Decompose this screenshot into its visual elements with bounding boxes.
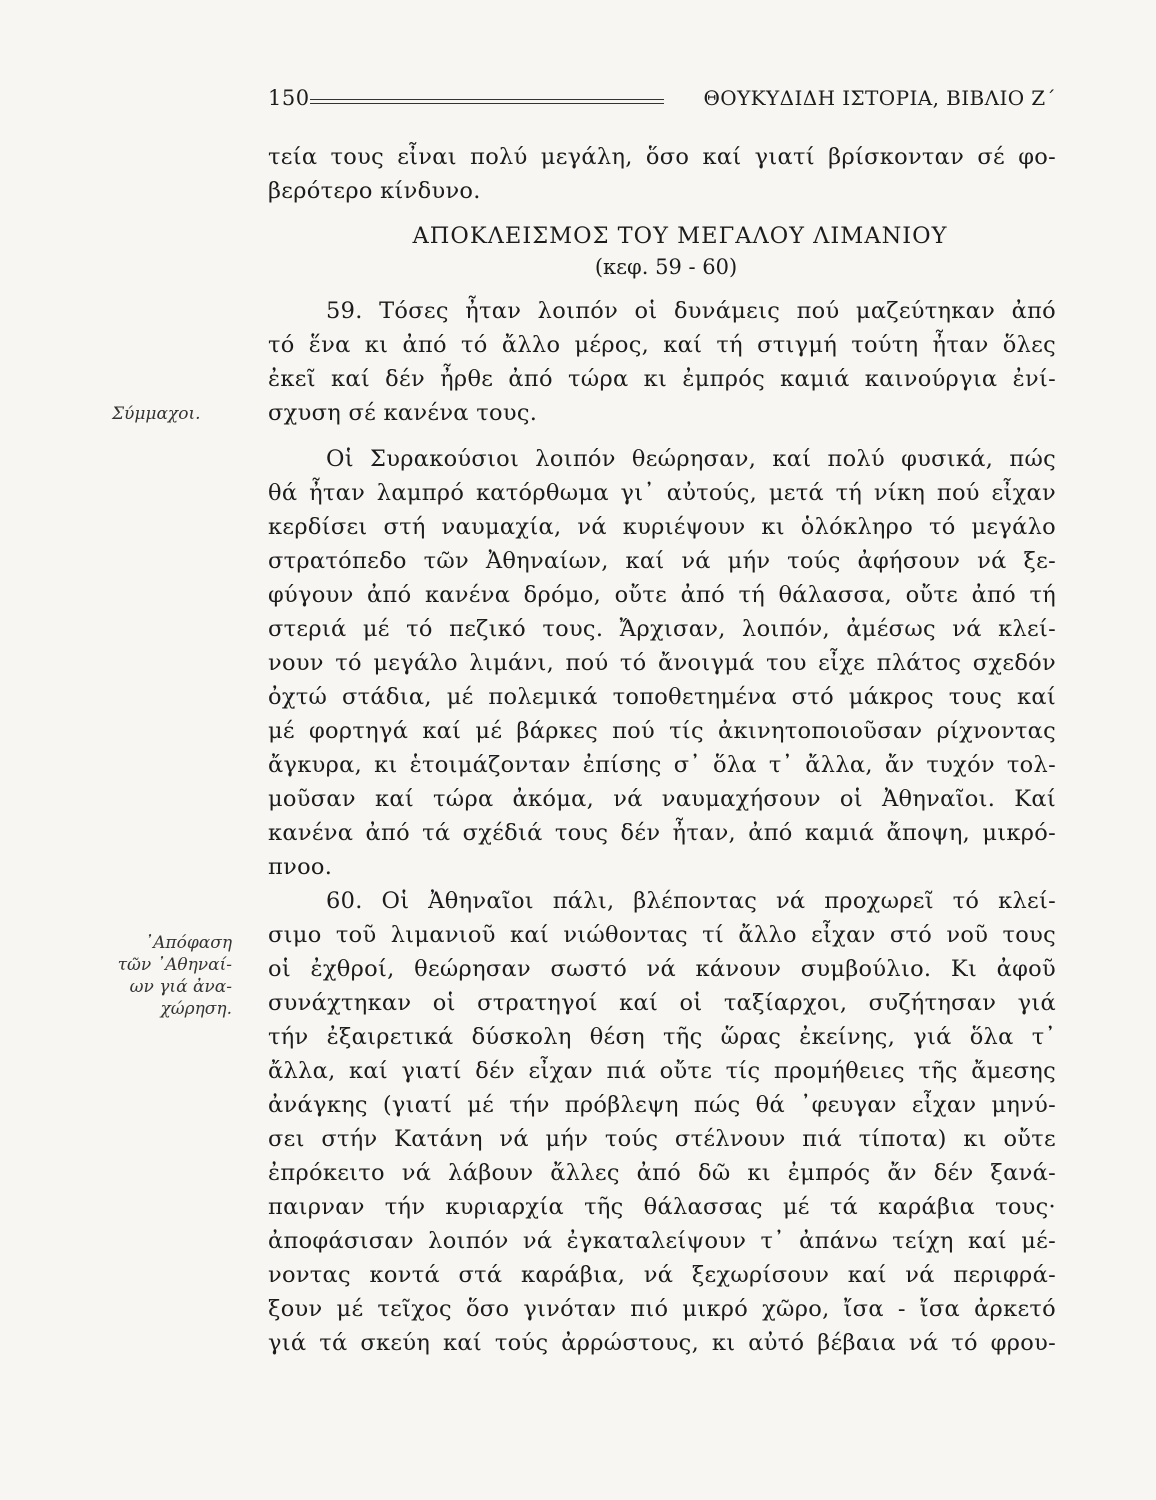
text-line: ἐπρόκειτο νά λάβουν ἄλλες ἀπό δῶ κι ἐμπρός ἄν δέν ξανά- (268, 1160, 1056, 1186)
text-line: ὀχτώ στάδια, μέ πολεμικά τοποθετημένα στό μάκρος τους καί (268, 684, 1056, 710)
header-rule (310, 99, 664, 104)
text-line: οἱ ἐχθροί, θεώρησαν σωστό νά κάνουν συμβούλιο. Κι ἀφοῦ (268, 956, 1056, 982)
main-text (268, 140, 1056, 1360)
text-line: ἀνάγκης (γιατί μέ τήν πρόβλεψη πώς θά ᾿φευγαν εἶχαν μηνύ- (268, 1092, 1056, 1118)
text-line: τό ἕνα κι ἀπό τό ἄλλο μέρος, καί τή στιγμή τούτη ἦταν ὅλες (268, 332, 1056, 358)
text-line: ἐκεῖ καί δέν ἦρθε ἀπό τώρα κι ἐμπρός καμιά καινούργια ἐνί- (268, 366, 1056, 392)
text-line: νουν τό μεγάλο λιμάνι, πού τό ἄνοιγμά του εἶχε πλάτος σχεδόν (268, 650, 1056, 676)
text-line: τήν ἐξαιρετικά δύσκολη θέση τῆς ὥρας ἐκείνης, γιά ὅλα τ᾿ (268, 1024, 1056, 1050)
text-line: κερδίσει στή ναυμαχία, νά κυριέψουν κι ὁλόκληρο τό μεγάλο (268, 514, 1056, 540)
text-line: κανένα ἀπό τά σχέδιά τους δέν ἦταν, ἀπό καμιά ἄποψη, μικρό- (268, 820, 1056, 846)
margin-note-retreat-decision (92, 932, 232, 1020)
text-line: πνοο. (268, 854, 333, 880)
text-line: στρατόπεδο τῶν Ἀθηναίων, καί νά μήν τούς ἀφήσουν νά ξε- (268, 548, 1056, 574)
margin-note-allies: Σύμμαχοι. (112, 404, 201, 424)
text-line: σιμο τοῦ λιμανιοῦ καί νιώθοντας τί ἄλλο εἶχαν στό νοῦ τους (268, 922, 1056, 948)
text-line: ἄγκυρα, κι ἑτοιμάζονταν ἐπίσης σ᾿ ὅλα τ᾿ ἄλλα, ἄν τυχόν τολ- (268, 752, 1056, 778)
text-line: σει στήν Κατάνη νά μήν τούς στέλνουν πιά τίποτα) κι οὔτε (268, 1126, 1056, 1152)
text-line: Οἱ Συρακούσιοι λοιπόν θεώρησαν, καί πολύ φυσικά, πώς (326, 446, 1056, 472)
text-line: παιρναν τήν κυριαρχία τῆς θάλασσας μέ τά καράβια τους· (268, 1194, 1056, 1220)
text-line: στεριά μέ τό πεζικό τους. Ἄρχισαν, λοιπόν, ἀμέσως νά κλεί- (268, 616, 1056, 642)
text-line: φύγουν ἀπό κανένα δρόμο, οὔτε ἀπό τή θάλασσα, οὔτε ἀπό τή (268, 582, 1056, 608)
text-line: μοῦσαν καί τώρα ἀκόμα, νά ναυμαχήσουν οἱ Ἀθηναῖοι. Καί (268, 786, 1056, 812)
margin-note-line: χώρηση. (160, 999, 232, 1019)
page-number: 150 (268, 86, 310, 110)
section-title: ΑΠΟΚΛΕΙΣΜΟΣ ΤΟΥ ΜΕΓΑΛΟΥ ΛΙΜΑΝΙΟΥ (412, 223, 948, 249)
text-line: συνάχτηκαν οἱ στρατηγοί καί οἱ ταξίαρχοι, συζήτησαν γιά (268, 990, 1056, 1016)
running-title: ΘΟΥΚΥΔΙΔΗ ΙΣΤΟΡΙΑ, ΒΙΒΛΙΟ Ζ΄ (703, 86, 1056, 110)
margin-note-line: τῶν ᾿Αθηναί- (117, 955, 232, 975)
text-line: ἀποφάσισαν λοιπόν νά ἐγκαταλείψουν τ᾿ ἀπάνω τείχη καί μέ- (268, 1228, 1056, 1254)
text-line: 60. Οἱ Ἀθηναῖοι πάλι, βλέποντας νά προχωρεῖ τό κλεί- (326, 888, 1056, 914)
text-line: βερότερο κίνδυνο. (268, 178, 481, 204)
running-header (268, 86, 1056, 120)
text-line: νοντας κοντά στά καράβια, νά ξεχωρίσουν καί νά περιφρά- (268, 1262, 1056, 1288)
text-line: γιά τά σκεύη καί τούς ἀρρώστους, κι αὐτό βέβαια νά τό φρου- (268, 1330, 1056, 1356)
text-line: θά ἦταν λαμπρό κατόρθωμα γι᾿ αὐτούς, μετά τή νίκη πού εἶχαν (268, 480, 1056, 506)
margin-note-line: ων γιά ἀνα- (129, 977, 232, 997)
text-line: ξουν μέ τεῖχος ὅσο γινόταν πιό μικρό χῶρο, ἴσα - ἴσα ἀρκετό (268, 1296, 1056, 1322)
text-line: ἄλλα, καί γιατί δέν εἶχαν πιά οὔτε τίς προμήθειες τῆς ἄμεσης (268, 1058, 1056, 1084)
margin-note-line: ᾿Απόφαση (144, 933, 232, 953)
text-line: 59. Τόσες ἦταν λοιπόν οἱ δυνάμεις πού μαζεύτηκαν ἀπό (326, 298, 1056, 324)
text-line: τεία τους εἶναι πολύ μεγάλη, ὅσο καί γιατί βρίσκονταν σέ φο- (268, 144, 1056, 170)
text-line: σχυση σέ κανένα τους. (268, 400, 538, 426)
section-subtitle: (κεφ. 59 - 60) (594, 255, 738, 279)
text-line: μέ φορτηγά καί μέ βάρκες πού τίς ἀκινητοποιοῦσαν ρίχνοντας (268, 718, 1056, 744)
